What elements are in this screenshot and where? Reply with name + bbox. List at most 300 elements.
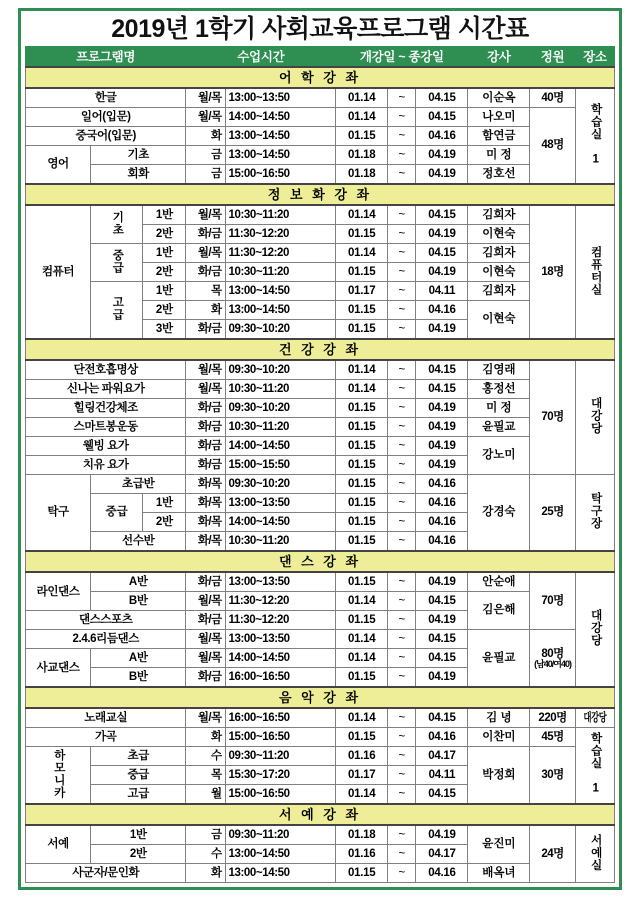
section-header-music: 음 악 강 좌	[26, 687, 615, 708]
teacher-name: 나오미	[468, 108, 530, 127]
date-separator: ~	[388, 864, 416, 883]
table-header-row	[26, 47, 615, 68]
table-row	[26, 708, 615, 728]
date-separator: ~	[388, 244, 416, 263]
section-header-it: 정 보 화 강 좌	[26, 184, 615, 205]
class-day: 화/금	[186, 399, 225, 418]
program-level: 2반	[143, 513, 186, 532]
class-time: 11:30~12:20	[225, 225, 336, 244]
class-day: 화	[186, 301, 225, 320]
end-date: 04.16	[416, 513, 468, 532]
program-name: 힐링건강체조	[26, 399, 186, 418]
class-day: 화/금	[186, 572, 225, 592]
teacher-name: 강노미	[468, 437, 530, 475]
table-row	[26, 127, 615, 146]
end-date: 04.16	[416, 494, 468, 513]
class-time: 14:00~14:50	[225, 649, 336, 668]
end-date: 04.16	[416, 864, 468, 883]
section-header-dance: 댄 스 강 좌	[26, 551, 615, 572]
place-value: 학습실 1	[575, 88, 614, 184]
class-day: 화/금	[186, 263, 225, 282]
class-day: 월/목	[186, 88, 225, 108]
end-date: 04.15	[416, 380, 468, 399]
date-separator: ~	[388, 127, 416, 146]
class-time: 14:00~14:50	[225, 513, 336, 532]
class-time: 11:30~12:20	[225, 592, 336, 611]
teacher-name: 이현숙	[468, 301, 530, 340]
program-level: 2반	[91, 845, 186, 864]
class-day: 화/금	[186, 668, 225, 688]
place-value: 컴퓨터실	[575, 205, 614, 339]
class-day: 화	[186, 127, 225, 146]
date-separator: ~	[388, 456, 416, 475]
capacity-value: 18명	[530, 205, 576, 339]
class-day: 화	[186, 728, 225, 747]
class-time: 09:30~11:20	[225, 747, 336, 766]
start-date: 01.15	[336, 494, 388, 513]
teacher-name: 안순애	[468, 572, 530, 592]
table-row	[26, 475, 615, 494]
teacher-name: 정호선	[468, 165, 530, 185]
class-day: 월/목	[186, 380, 225, 399]
schedule-table	[25, 46, 615, 883]
class-day: 화/목	[186, 513, 225, 532]
table-row	[26, 572, 615, 592]
class-time: 13:00~13:50	[225, 630, 336, 649]
program-group: 중급	[91, 494, 143, 532]
start-date: 01.14	[336, 380, 388, 399]
class-time: 10:30~11:20	[225, 263, 336, 282]
program-name: 한글	[26, 88, 186, 108]
date-separator: ~	[388, 728, 416, 747]
program-name: 댄스스포츠	[26, 611, 186, 630]
end-date: 04.19	[416, 399, 468, 418]
program-group: 기초	[91, 205, 143, 244]
class-time: 15:30~17:20	[225, 766, 336, 785]
table-row	[26, 108, 615, 127]
class-time: 14:00~14:50	[225, 437, 336, 456]
class-time: 10:30~11:20	[225, 205, 336, 225]
class-time: 10:30~11:20	[225, 380, 336, 399]
end-date: 04.15	[416, 205, 468, 225]
capacity-value: 80명 (남40/여40)	[530, 630, 576, 688]
capacity-value: 45명	[530, 728, 576, 747]
program-level: B반	[91, 592, 186, 611]
teacher-name: 김 녕	[468, 708, 530, 728]
date-separator: ~	[388, 88, 416, 108]
end-date: 04.16	[416, 532, 468, 552]
program-name: 서예	[26, 825, 91, 864]
start-date: 01.15	[336, 320, 388, 340]
table-row	[26, 244, 615, 263]
place-value: 대강당	[575, 572, 614, 687]
start-date: 01.14	[336, 205, 388, 225]
start-date: 01.17	[336, 766, 388, 785]
start-date: 01.15	[336, 456, 388, 475]
date-separator: ~	[388, 475, 416, 494]
table-row	[26, 418, 615, 437]
table-row	[26, 825, 615, 845]
class-time: 09:30~10:20	[225, 475, 336, 494]
table-row	[26, 360, 615, 380]
table-row	[26, 399, 615, 418]
class-time: 09:30~11:20	[225, 825, 336, 845]
program-name: 스마트봉운동	[26, 418, 186, 437]
program-name: 사군자/문인화	[26, 864, 186, 883]
column-header-period: 개강일 ~ 종강일	[336, 47, 468, 68]
program-name: 노래교실	[26, 708, 186, 728]
date-separator: ~	[388, 513, 416, 532]
end-date: 04.15	[416, 244, 468, 263]
date-separator: ~	[388, 494, 416, 513]
program-name: 사교댄스	[26, 649, 91, 688]
end-date: 04.19	[416, 146, 468, 165]
date-separator: ~	[388, 399, 416, 418]
teacher-name: 김희자	[468, 282, 530, 301]
program-level: 중급	[91, 766, 186, 785]
table-row	[26, 282, 615, 301]
class-day: 화/금	[186, 225, 225, 244]
start-date: 01.14	[336, 360, 388, 380]
start-date: 01.14	[336, 708, 388, 728]
date-separator: ~	[388, 630, 416, 649]
capacity-value: 40명	[530, 88, 576, 108]
start-date: 01.18	[336, 825, 388, 845]
end-date: 04.11	[416, 282, 468, 301]
end-date: 04.19	[416, 611, 468, 630]
place-value: 대강당	[575, 360, 614, 475]
class-time: 13:00~14:50	[225, 282, 336, 301]
start-date: 01.14	[336, 630, 388, 649]
end-date: 04.11	[416, 766, 468, 785]
start-date: 01.15	[336, 127, 388, 146]
end-date: 04.19	[416, 437, 468, 456]
program-name: 중국어(입문)	[26, 127, 186, 146]
end-date: 04.16	[416, 728, 468, 747]
start-date: 01.14	[336, 244, 388, 263]
teacher-name: 홍정선	[468, 380, 530, 399]
start-date: 01.15	[336, 532, 388, 552]
start-date: 01.15	[336, 728, 388, 747]
end-date: 04.19	[416, 668, 468, 688]
date-separator: ~	[388, 165, 416, 185]
class-day: 화/금	[186, 437, 225, 456]
class-time: 09:30~10:20	[225, 399, 336, 418]
start-date: 01.14	[336, 785, 388, 805]
program-name: 치유 요가	[26, 456, 186, 475]
program-name: 웰빙 요가	[26, 437, 186, 456]
date-separator: ~	[388, 225, 416, 244]
class-time: 13:00~13:50	[225, 494, 336, 513]
place-value: 대강당	[575, 708, 614, 728]
program-name: 컴퓨터	[26, 205, 91, 339]
program-group: 중급	[91, 244, 143, 282]
class-day: 화/금	[186, 456, 225, 475]
end-date: 04.19	[416, 263, 468, 282]
start-date: 01.15	[336, 513, 388, 532]
class-day: 금	[186, 825, 225, 845]
start-date: 01.15	[336, 225, 388, 244]
end-date: 04.19	[416, 165, 468, 185]
program-level: B반	[91, 668, 186, 688]
teacher-name: 미 정	[468, 146, 530, 165]
teacher-name: 윤필교	[468, 418, 530, 437]
class-day: 월/목	[186, 708, 225, 728]
capacity-value: 24명	[530, 825, 576, 883]
column-header-teacher: 강사	[468, 47, 530, 68]
capacity-value: 70명	[530, 360, 576, 475]
column-header-program: 프로그램명	[26, 47, 186, 68]
schedule-frame	[18, 8, 622, 890]
place-value: 탁구장	[575, 475, 614, 552]
program-name: 하모니카	[26, 747, 91, 805]
table-row	[26, 747, 615, 766]
class-time: 11:30~12:20	[225, 611, 336, 630]
program-level: 1반	[143, 282, 186, 301]
date-separator: ~	[388, 825, 416, 845]
date-separator: ~	[388, 532, 416, 552]
end-date: 04.16	[416, 127, 468, 146]
class-day: 목	[186, 282, 225, 301]
end-date: 04.19	[416, 225, 468, 244]
class-day: 월/목	[186, 360, 225, 380]
class-time: 13:00~13:50	[225, 572, 336, 592]
program-level: 고급	[91, 785, 186, 805]
teacher-name: 이현숙	[468, 225, 530, 244]
class-day: 화/금	[186, 611, 225, 630]
date-separator: ~	[388, 592, 416, 611]
start-date: 01.18	[336, 146, 388, 165]
class-day: 수	[186, 747, 225, 766]
section-header-calligraphy: 서 예 강 좌	[26, 804, 615, 825]
program-name: 신나는 파워요가	[26, 380, 186, 399]
start-date: 01.15	[336, 301, 388, 320]
table-row	[26, 146, 615, 165]
class-day: 월/목	[186, 244, 225, 263]
class-day: 수	[186, 845, 225, 864]
class-time: 13:00~14:50	[225, 301, 336, 320]
end-date: 04.19	[416, 320, 468, 340]
end-date: 04.16	[416, 301, 468, 320]
date-separator: ~	[388, 437, 416, 456]
table-row	[26, 728, 615, 747]
program-level: 선수반	[91, 532, 186, 552]
table-row	[26, 630, 615, 649]
column-header-place: 장소	[575, 47, 614, 68]
class-time: 16:00~16:50	[225, 668, 336, 688]
program-level: 기초	[91, 146, 186, 165]
teacher-name: 함연금	[468, 127, 530, 146]
class-day: 화/목	[186, 532, 225, 552]
class-time: 13:00~14:50	[225, 864, 336, 883]
class-day: 금	[186, 146, 225, 165]
teacher-name: 이찬미	[468, 728, 530, 747]
program-level: A반	[91, 649, 186, 668]
program-level: 3반	[143, 320, 186, 340]
teacher-name: 윤필교	[468, 630, 530, 688]
class-time: 15:00~15:50	[225, 456, 336, 475]
end-date: 04.15	[416, 592, 468, 611]
end-date: 04.17	[416, 747, 468, 766]
date-separator: ~	[388, 708, 416, 728]
start-date: 01.14	[336, 108, 388, 127]
start-date: 01.15	[336, 668, 388, 688]
program-level: 회화	[91, 165, 186, 185]
program-name: 라인댄스	[26, 572, 91, 611]
class-time: 10:30~11:20	[225, 532, 336, 552]
class-day: 월	[186, 785, 225, 805]
end-date: 04.15	[416, 360, 468, 380]
end-date: 04.19	[416, 456, 468, 475]
capacity-value: 48명	[530, 108, 576, 185]
end-date: 04.15	[416, 108, 468, 127]
date-separator: ~	[388, 418, 416, 437]
program-level: 1반	[91, 825, 186, 845]
teacher-name: 이순옥	[468, 88, 530, 108]
capacity-value: 70명	[530, 572, 576, 630]
start-date: 01.15	[336, 611, 388, 630]
class-day: 화	[186, 864, 225, 883]
start-date: 01.14	[336, 649, 388, 668]
start-date: 01.15	[336, 437, 388, 456]
program-group: 고급	[91, 282, 143, 340]
class-day: 월/목	[186, 205, 225, 225]
table-row	[26, 864, 615, 883]
class-day: 화/목	[186, 475, 225, 494]
end-date: 04.19	[416, 572, 468, 592]
date-separator: ~	[388, 301, 416, 320]
class-time: 15:00~16:50	[225, 728, 336, 747]
class-day: 화/금	[186, 418, 225, 437]
capacity-value: 220명	[530, 708, 576, 728]
program-level: 1반	[143, 244, 186, 263]
page-title: 2019년 1학기 사회교육프로그램 시간표	[111, 15, 529, 43]
teacher-name: 김희자	[468, 205, 530, 225]
teacher-name: 김은해	[468, 592, 530, 630]
class-day: 목	[186, 766, 225, 785]
program-level: 초급	[91, 747, 186, 766]
table-row	[26, 437, 615, 456]
section-header-health: 건 강 강 좌	[26, 339, 615, 360]
end-date: 04.15	[416, 785, 468, 805]
section-header-language: 어 학 강 좌	[26, 67, 615, 88]
end-date: 04.19	[416, 825, 468, 845]
class-day: 화/금	[186, 320, 225, 340]
table-row	[26, 165, 615, 185]
class-day: 월/목	[186, 649, 225, 668]
class-time: 13:00~14:50	[225, 127, 336, 146]
program-name: 단전호흡명상	[26, 360, 186, 380]
teacher-name: 미 정	[468, 399, 530, 418]
program-name: 탁구	[26, 475, 91, 552]
date-separator: ~	[388, 108, 416, 127]
class-time: 13:00~14:50	[225, 845, 336, 864]
start-date: 01.15	[336, 864, 388, 883]
class-time: 09:30~10:20	[225, 360, 336, 380]
program-level: 초급반	[91, 475, 186, 494]
date-separator: ~	[388, 668, 416, 688]
date-separator: ~	[388, 649, 416, 668]
teacher-name: 김영래	[468, 360, 530, 380]
start-date: 01.15	[336, 475, 388, 494]
class-time: 10:30~11:20	[225, 418, 336, 437]
class-time: 14:00~14:50	[225, 108, 336, 127]
class-day: 화/목	[186, 494, 225, 513]
program-name: 2.4.6리듬댄스	[26, 630, 186, 649]
date-separator: ~	[388, 785, 416, 805]
date-separator: ~	[388, 611, 416, 630]
class-time: 13:00~13:50	[225, 88, 336, 108]
program-name: 가곡	[26, 728, 186, 747]
class-day: 월/목	[186, 592, 225, 611]
end-date: 04.15	[416, 88, 468, 108]
table-row	[26, 88, 615, 108]
start-date: 01.15	[336, 418, 388, 437]
end-date: 04.16	[416, 475, 468, 494]
start-date: 01.14	[336, 88, 388, 108]
program-level: 1반	[143, 494, 186, 513]
end-date: 04.17	[416, 845, 468, 864]
teacher-name: 김희자	[468, 244, 530, 263]
class-day: 월/목	[186, 630, 225, 649]
date-separator: ~	[388, 747, 416, 766]
teacher-name: 배옥녀	[468, 864, 530, 883]
end-date: 04.19	[416, 418, 468, 437]
start-date: 01.15	[336, 399, 388, 418]
start-date: 01.15	[336, 572, 388, 592]
date-separator: ~	[388, 572, 416, 592]
start-date: 01.17	[336, 282, 388, 301]
column-header-capacity: 정원	[530, 47, 576, 68]
class-day: 금	[186, 165, 225, 185]
class-time: 15:00~16:50	[225, 785, 336, 805]
teacher-name: 이현숙	[468, 263, 530, 282]
teacher-name: 박정희	[468, 747, 530, 805]
date-separator: ~	[388, 845, 416, 864]
end-date: 04.15	[416, 649, 468, 668]
table-row	[26, 205, 615, 225]
end-date: 04.15	[416, 630, 468, 649]
date-separator: ~	[388, 205, 416, 225]
program-name: 영어	[26, 146, 91, 185]
start-date: 01.16	[336, 747, 388, 766]
start-date: 01.14	[336, 592, 388, 611]
date-separator: ~	[388, 766, 416, 785]
class-time: 09:30~10:20	[225, 320, 336, 340]
start-date: 01.18	[336, 165, 388, 185]
program-level: 1반	[143, 205, 186, 225]
class-time: 16:00~16:50	[225, 708, 336, 728]
date-separator: ~	[388, 360, 416, 380]
program-level: 2반	[143, 225, 186, 244]
place-value: 서예실	[575, 825, 614, 883]
date-separator: ~	[388, 380, 416, 399]
class-time: 11:30~12:20	[225, 244, 336, 263]
start-date: 01.15	[336, 263, 388, 282]
date-separator: ~	[388, 146, 416, 165]
place-value: 학습실 1	[575, 728, 614, 805]
date-separator: ~	[388, 320, 416, 340]
program-level: A반	[91, 572, 186, 592]
table-row	[26, 592, 615, 611]
teacher-name: 윤진미	[468, 825, 530, 864]
program-level: 2반	[143, 301, 186, 320]
end-date: 04.15	[416, 708, 468, 728]
class-time: 13:00~14:50	[225, 146, 336, 165]
class-day: 월/목	[186, 108, 225, 127]
capacity-value: 25명	[530, 475, 576, 552]
start-date: 01.16	[336, 845, 388, 864]
